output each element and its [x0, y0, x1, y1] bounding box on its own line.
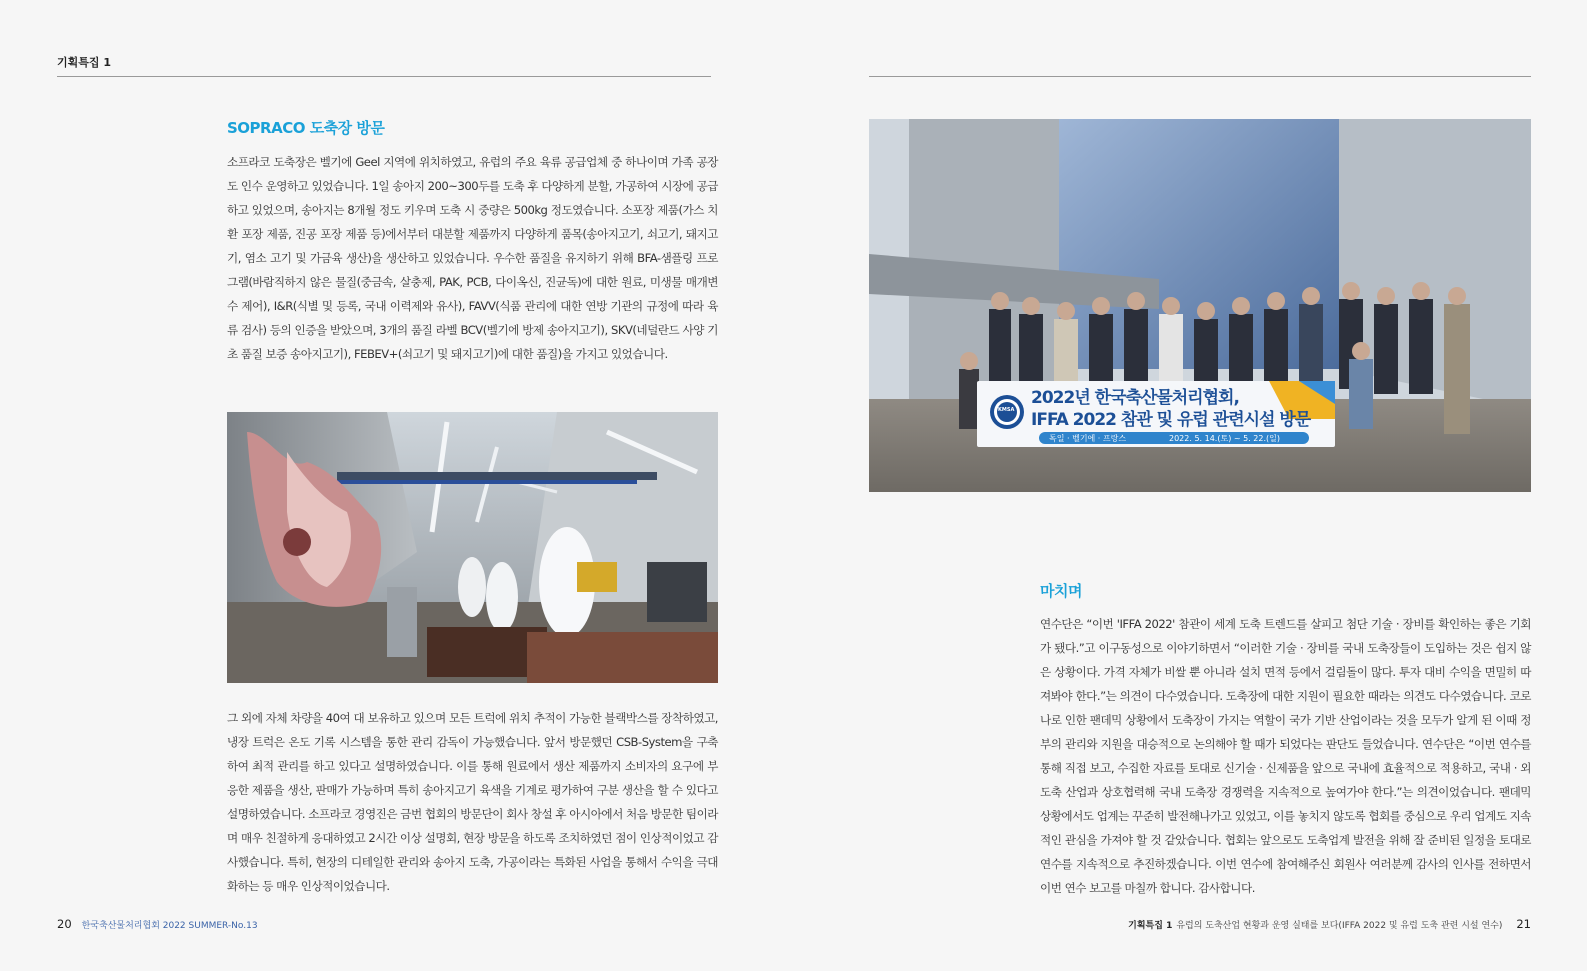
right-page-number: 21: [1516, 917, 1531, 931]
slaughterhouse-photo: [227, 412, 718, 683]
sopraco-paragraph-1: 소프라코 도축장은 벨기에 Geel 지역에 위치하였고, 유럽의 주요 육류 공급업체 중 하나이며 가족 공장도 인수 운영하고 있었습니다. 1일 송아지 200~300두를 도축 후 다양하게 분할, 가공하여 시장에 공급하고 있었으며, 송아지는 8개월 정도 키우며 도축 시 중량은 500kg 정도였습니다. 소포장 제품(가스 치환 포장 제품, 진공 포장 제품 등)에서부터 대분할 제품까지 다양하게 품목(송아지고기, 쇠고기, 돼지고기, 염소 고기 및 가금육 생산)을 생산하고 있었습니다. 우수한 품질을 유지하기 위해 BFA-샘플링 프로그램(바람직하지 않은 물질(중금속, 살충제, PAK, PCB, 다이옥신, 진균독)에 대한 원료, 미생물 매개변수 제어), I&R(식별 및 등록, 국내 이력제와 유사), FAVV(식품 관리에 대한 연방 기관의 규정에 따라 육류 검사) 등의 인증을 받았으며, 3개의 품질 라벨 BCV(벨기에 방제 송아지고기), SKV(네덜란드 사양 기초 품질 보증 송아지고기), FEBEV+(쇠고기 및 돼지고기)에 대한 품질)을 가지고 있었습니다.: [227, 155, 718, 361]
header-rule-right: [869, 76, 1531, 77]
banner-title-line1: 2022년 한국축산물처리협회,: [1031, 388, 1239, 408]
banner-title-line2: IFFA 2022 참관 및 유럽 관련시설 방문: [1031, 410, 1311, 430]
group-photo: [869, 119, 1531, 492]
header-rule-left: [57, 76, 711, 77]
sopraco-heading: SOPRACO 도축장 방문: [227, 119, 385, 137]
slaughterhouse-photo-image: [227, 412, 718, 683]
footer-section-label: 기획특집 1: [1128, 921, 1173, 931]
magazine-title: 한국축산물처리협회 2022 SUMMER-No.13: [81, 921, 258, 931]
banner-dates: 2022. 5. 14.(토) ~ 5. 22.(일): [1169, 434, 1280, 443]
closing-heading: 마치며: [1040, 582, 1082, 600]
footer-article-title: 유럽의 도축산업 현황과 운영 실태를 보다(IFFA 2022 및 유럽 도축 관련 시설 연수): [1176, 921, 1503, 931]
banner-countries: 독일 · 벨기에 · 프랑스: [1049, 434, 1127, 443]
banner-logo-text: KMSA: [998, 407, 1015, 413]
closing-paragraph: 연수단은 “이번 'IFFA 2022' 참관이 세계 도축 트렌드를 살피고 첨단 기술 · 장비를 확인하는 좋은 기회가 됐다.”고 이구동성으로 이야기하면서 “이러한 기술 · 장비를 국내 도축장들이 도입하는 것은 쉽지 않은 상황이다. 가격 자체가 비쌀 뿐 아니라 설치 면적 등에서 걸림돌이 많다. 투자 대비 수익을 면밀히 따져봐야 한다.”는 의견이 다수였습니다. 도축장에 대한 지원이 필요한 때라는 의견도 다수였습니다. 코로나로 인한 팬데믹 상황에서 도축장이 가지는 역할이 국가 기반 산업이라는 것을 모두가 알게 된 이때 정부의 관리와 지원을 대승적으로 논의해야 할 때가 되었다는 판단도 들었습니다. 연수단은 “이번 연수를 통해 직접 보고, 수집한 자료를 토대로 신기술 · 신제품을 앞으로 국내에 효율적으로 적용하고, 국내 · 외 도축 산업과 상호협력해 국내 도축장 경쟁력을 지속적으로 높여가야 한다.”는 의견이었습니다. 팬데믹 상황에서도 업계는 꾸준히 발전해나가고 있었고, 이를 놓치지 않도록 협회를 중심으로 우리 업계도 지속적인 관심을 가져야 할 것 같았습니다. 협회는 앞으로도 도축업계 발전을 위해 잘 준비된 일정을 토대로 연수를 지속적으로 추진하겠습니다. 이번 연수에 참여해주신 회원사 여러분께 감사의 인사를 전하면서 이번 연수 보고를 마칠까 합니다. 감사합니다.: [1040, 617, 1531, 895]
footer-right: [1128, 917, 1531, 931]
footer-left: [57, 917, 258, 931]
sopraco-paragraph-2: 그 외에 자체 차량을 40여 대 보유하고 있으며 모든 트럭에 위치 추적이 가능한 블랙박스를 장착하였고, 냉장 트럭은 온도 기록 시스템을 통한 관리 감독이 가능했습니다. 앞서 방문했던 CSB-System을 구축하여 최적 관리를 하고 있다고 설명하였습니다. 이를 통해 원료에서 생산 제품까지 소비자의 요구에 부응한 제품을 생산, 판매가 가능하며 특히 송아지고기 육색을 기계로 평가하여 구분 생산을 할 수 있다고 설명하였습니다. 소프라코 경영진은 금번 협회의 방문단이 회사 창설 후 아시아에서 처음 방문한 팀이라며 매우 친절하게 응대하였고 2시간 이상 설명회, 현장 방문을 하도록 조치하였던 점이 인상적이었고 감사했습니다. 특히, 현장의 디테일한 관리와 송아지 도축, 가공이라는 특화된 사업을 통해서 수익을 극대화하는 등 매우 인상적이었습니다.: [227, 711, 718, 893]
section-label: 기획특집 1: [57, 56, 111, 69]
left-page-number: 20: [57, 917, 72, 931]
